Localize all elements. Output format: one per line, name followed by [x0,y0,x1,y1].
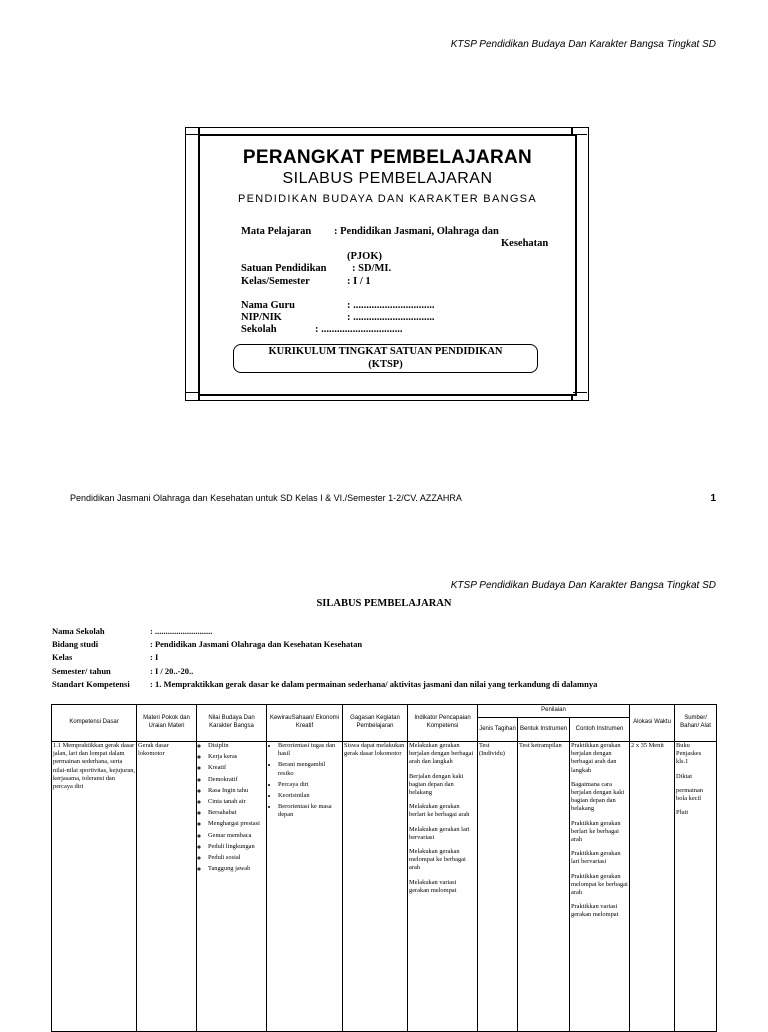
list-item: ◦ Demokratif [208,776,265,784]
header-sumber: Sumber/ Bahan/ Alat [675,705,717,742]
header-nilai: Nilai Budaya Dan Karakter Bangsa [197,705,267,742]
mata-pelajaran-value: : Pendidikan Jasmani, Olahraga dan [334,226,499,237]
list-item: • Berani mengambil resiko [278,761,341,777]
header-contoh: Contoh Instrumen [570,718,630,742]
frame-tick [573,134,587,135]
list-item: • Percaya diri [278,781,341,789]
header-bentuk: Bentuk Instrumen [518,718,570,742]
list-item: permainan bola kecil [676,786,704,803]
identity-value: : Pendidikan Jasmani Olahraga dan Kesehatan Kesehatan [150,639,363,649]
running-header: KTSP Pendidikan Budaya Dan Karakter Bangsa Tingkat SD [450,39,716,50]
cover-title: PERANGKAT PEMBELAJARAN [242,147,533,168]
frame-tick [198,394,200,400]
list-item: Berjalan dengan kaki bagian depan dan belakang [409,772,464,797]
cell-contoh [570,742,630,1032]
kurikulum-box [233,344,538,373]
list-item: Pluit [676,809,689,817]
identity-row [52,652,158,662]
cell-kewirausahaan [267,742,343,1032]
footer-text: Pendidikan Jasmani Olahraga dan Kesehatan untuk SD Kelas I & VI./Semester 1-2/CV. AZZAHRA [70,493,462,503]
table-row [52,742,717,1032]
kelas-value: : I / 1 [347,276,371,287]
list-item: Praktikkan gerakan lari bervariasi [571,850,621,866]
identity-row [52,626,212,636]
list-item: ◦ Gemar membaca [208,832,265,840]
list-item: • Berorientasi ke masa depan [278,803,341,819]
list-item: ◦ Kreatif [208,764,265,772]
list-item: Bagaimana cara berjalan dengan kaki bagian depan dan belakang [571,780,625,813]
list-item: Diktat [676,772,693,780]
kurikulum-line-2: (KTSP) [368,359,403,370]
header-kewirausahaan: KewirauSahaan/ Ekonomi Kreatif [267,705,343,742]
header-kegiatan: Gagasan Kegiatan Pembelajaran [343,705,408,742]
cell-jenis: Test (Individu) [478,742,518,1032]
list-item: Melakukan gerakan berjalan dengan berbagai arah dan langkah [409,742,474,766]
list-item: Praktikkan gerakan berjalan dengan berbagai arah dan langkah [571,742,621,774]
header-jenis: Jenis Tagihan [478,718,518,742]
list-item: ◦ Menghargai prestasi [208,820,265,828]
syllabus-table [51,704,717,1032]
list-item: ◦ Kerja keras [208,753,265,761]
sekolah-label: Sekolah [241,324,277,335]
syllabus-title: SILABUS PEMBELAJARAN [316,598,452,609]
mata-pelajaran-value-cont: Kesehatan [501,238,549,249]
header-materi: Materi Pokok dan Uraian Materi [137,705,197,742]
guru-value: : ............................... [347,300,435,311]
mata-pelajaran-label: Mata Pelajaran [241,226,312,237]
list-item: Buku Penjaskes kls.1 [676,742,702,766]
frame-tick [571,394,573,400]
identity-row [52,679,597,689]
header-alokasi: Alokasi Waktu [630,705,675,742]
list-item: • Berorientasi tugas dan hasil [278,742,341,758]
frame-tick [198,127,200,134]
list-item: • Keorisinilan [278,792,341,800]
list-item: ◦ Disiplin [208,742,265,750]
page-footer [70,493,716,503]
list-item: ◦ Cinta tanah air [208,798,265,806]
list-item: ◦ Peduli lingkungan [208,843,265,851]
cell-bentuk: Test ketrampilan [518,742,570,1032]
running-header: KTSP Pendidikan Budaya Dan Karakter Bangsa Tingkat SD [450,580,716,591]
cell-materi: Gerak dasar lokomotor [137,742,197,1032]
identity-value: : I [150,652,159,662]
cover-subject-title: PENDIDIKAN BUDAYA DAN KARAKTER BANGSA [238,193,537,205]
identity-value: : 1. Mempraktikkan gerak dasar ke dalam permainan sederhana/ aktivitas jasmani dan nilai yang terkandung di dalamnya [150,679,598,689]
identity-label: Standart Kompetensi [52,679,130,689]
kelas-label: Kelas/Semester [241,276,310,287]
sekolah-value: : ............................... [315,324,403,335]
satuan-value: : SD/MI. [352,263,392,274]
list-item: ◦ Peduli sosial [208,854,265,862]
kurikulum-line-1: KURIKULUM TINGKAT SATUAN PENDIDIKAN [268,346,503,357]
identity-label: Nama Sekolah [52,626,105,636]
list-item: Praktikkan variasi gerakan melompat [571,903,619,919]
list-item: Melakukan gerakan lari bervariasi [409,825,470,841]
page-number: 1 [710,493,716,504]
cell-nilai [197,742,267,1032]
identity-label: Bidang studi [52,639,99,649]
list-item: ◦ Bersahabat [208,809,265,817]
header-penilaian: Penilaian [478,705,630,718]
list-item: Praktikkan gerakan berlari ke berbagai arah [571,819,621,844]
nip-label: NIP/NIK [241,312,282,323]
cell-kd: 1.1 Mempraktikkan gerak dasar jalan, lari dan lompat dalam permainan sederhana, serta nilai-nilai sportivitas, kejujuran, kerjasama, toleransi dan percaya diri [52,742,137,1032]
list-item: Melakukan variasi gerakan melompat [409,878,457,894]
cell-indikator [408,742,478,1032]
header-kd: Kompetensi Dasar [52,705,137,742]
identity-value: : ........................... [150,626,213,636]
identity-value: : I / 20..-20.. [150,666,194,676]
frame-tick [573,392,587,393]
header-indikator: Indikator Pencapaian Kompetensi [408,705,478,742]
list-item: Melakukan gerakan berlari ke berbagai arah [409,803,470,819]
mata-pelajaran-value-abbr: (PJOK) [347,251,382,262]
list-item: ◦ Tanggung jawab [208,865,265,873]
guru-label: Nama Guru [241,300,295,311]
identity-row [52,666,193,676]
cell-kegiatan: Siswa dapat melakukan gerak dasar lokomotor [343,742,408,1032]
cell-alokasi: 2 x 35 Menit [630,742,675,1032]
identity-label: Kelas [52,652,73,662]
identity-label: Semester/ tahun [52,666,111,676]
frame-tick [185,134,198,135]
list-item: Melakukan gerakan melompat ke berbagai arah [409,848,466,872]
nip-value: : ............................... [347,312,435,323]
list-item: Praktikkan gerakan melompat ke berbagai arah [571,872,628,897]
frame-tick [571,127,573,134]
frame-tick [185,392,198,393]
cell-sumber [675,742,717,1032]
identity-row [52,639,362,649]
satuan-label: Satuan Pendidikan [241,263,327,274]
list-item: ◦ Rasa Ingin tahu [208,787,265,795]
cover-subtitle: SILABUS PEMBELAJARAN [282,170,493,187]
